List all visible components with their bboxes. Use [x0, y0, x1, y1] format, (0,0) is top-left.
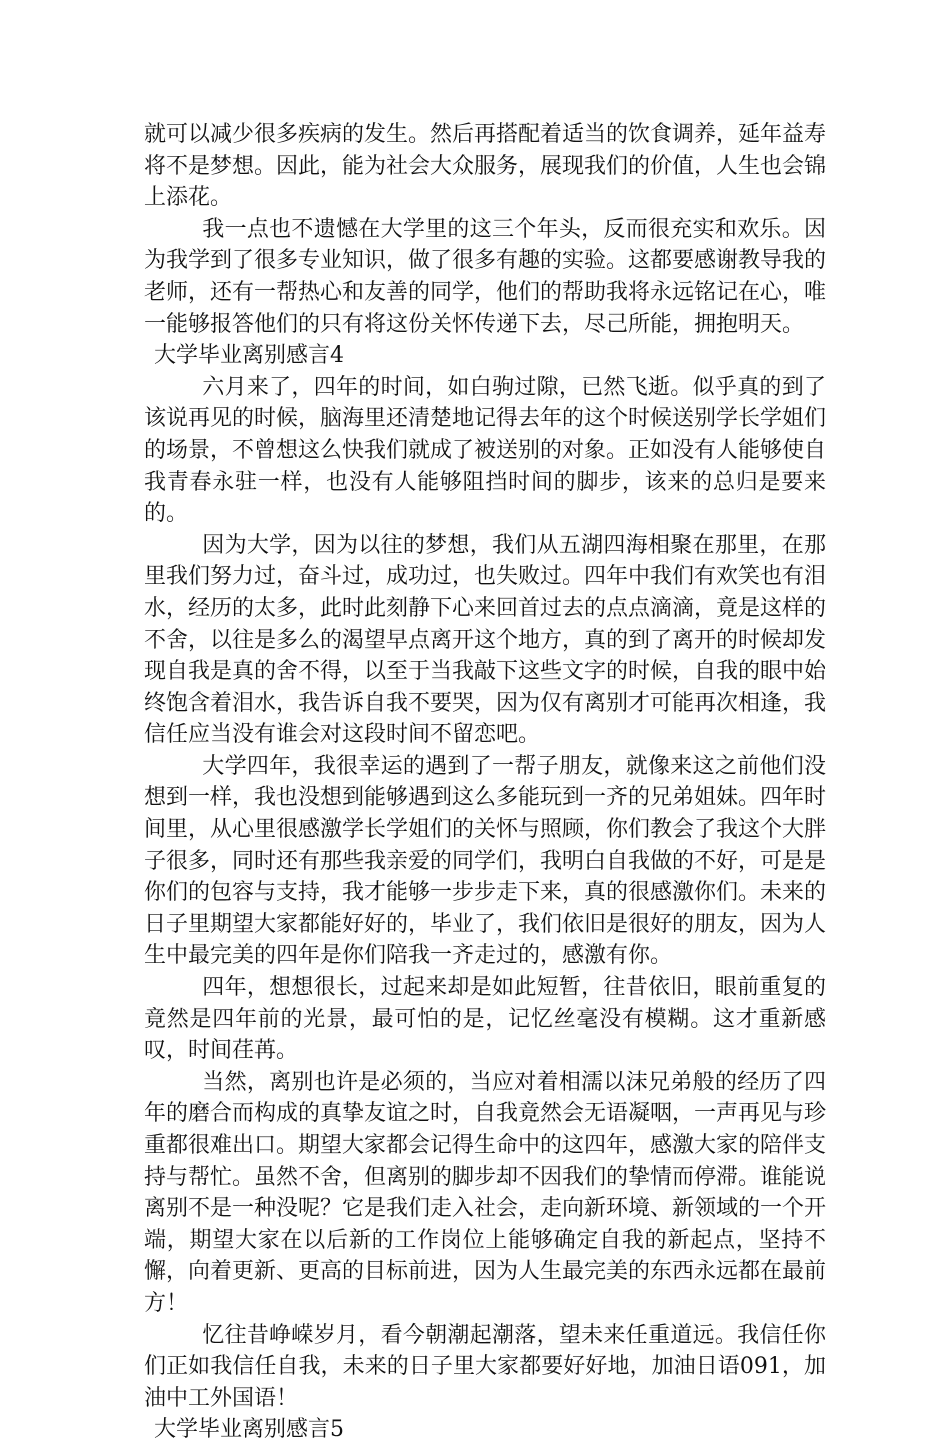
paragraph-continued: 就可以减少很多疾病的发生。然后再搭配着适当的饮食调养，延年益寿将不是梦想。因此，能为社会大众服务，展现我们的价值，人生也会锦上添花。 — [144, 122, 827, 211]
paragraph: 当然，离别也许是必须的，当应对着相濡以沫兄弟般的经历了四年的磨合而构成的真挚友谊之时，自我竟然会无语凝咽，一声再见与珍重都很难出口。期望大家都会记得生命中的这四年，感激大家的陪伴支持与帮忙。虽然不舍，但离别的脚步却不因我们的挚情而停滞。谁能说离别不是一种没呢？它是我们走入社会，走向新环境、新领域的一个开端，期望大家在以后新的工作岗位上能够确定自我的新起点，坚持不懈，向着更新、更高的目标前进，因为人生最完美的东西永远都在最前方！ — [144, 1069, 827, 1316]
document-page — [144, 119, 826, 1446]
paragraph: 六月来了，四年的时间，如白驹过隙，已然飞逝。似乎真的到了该说再见的时候，脑海里还清楚地记得去年的这个时候送别学长学姐们的场景，不曾想这么快我们就成了被送别的对象。正如没有人能够使自我青春永驻一样，也没有人能够阻挡时间的脚步，该来的总归是要来的。 — [144, 374, 827, 527]
paragraph: 大学四年，我很幸运的遇到了一帮子朋友，就像来这之前他们没想到一样，我也没想到能够遇到这么多能玩到一齐的兄弟姐妹。四年时间里，从心里很感激学长学姐们的关怀与照顾，你们教会了我这个大胖子很多，同时还有那些我亲爱的同学们，我明白自我做的不好，可是是你们的包容与支持，我才能够一步步走下来，真的很感激你们。未来的日子里期望大家都能好好的，毕业了，我们依旧是很好的朋友，因为人生中最完美的四年是你们陪我一齐走过的，感激有你。 — [144, 753, 827, 969]
section-heading: 大学毕业离别感言5 — [154, 1417, 344, 1443]
section-heading: 大学毕业离别感言4 — [154, 343, 344, 369]
paragraph: 因为大学，因为以往的梦想，我们从五湖四海相聚在那里，在那里我们努力过，奋斗过，成功过，也失败过。四年中我们有欢笑也有泪水，经历的太多，此时此刻静下心来回首过去的点点滴滴，竟是这样的不舍，以往是多么的渴望早点离开这个地方，真的到了离开的时候却发现自我是真的舍不得，以至于当我敲下这些文字的时候，自我的眼中始终饱含着泪水，我告诉自我不要哭，因为仅有离别才可能再次相逢，我信任应当没有谁会对这段时间不留恋吧。 — [144, 532, 827, 748]
paragraph: 忆往昔峥嵘岁月，看今朝潮起潮落，望未来任重道远。我信任你们正如我信任自我，未来的日子里大家都要好好地，加油日语091，加油中工外国语！ — [144, 1322, 826, 1411]
paragraph: 四年，想想很长，过起来却是如此短暂，往昔依旧，眼前重复的竟然是四年前的光景，最可怕的是，记忆丝毫没有模糊。这才重新感叹，时间荏苒。 — [144, 975, 826, 1064]
paragraph: 我一点也不遗憾在大学里的这三个年头，反而很充实和欢乐。因为我学到了很多专业知识，做了很多有趣的实验。这都要感谢教导我的老师，还有一帮热心和友善的同学，他们的帮助我将永远铭记在心，唯一能够报答他们的只有将这份关怀传递下去，尽己所能，拥抱明天。 — [144, 216, 827, 337]
